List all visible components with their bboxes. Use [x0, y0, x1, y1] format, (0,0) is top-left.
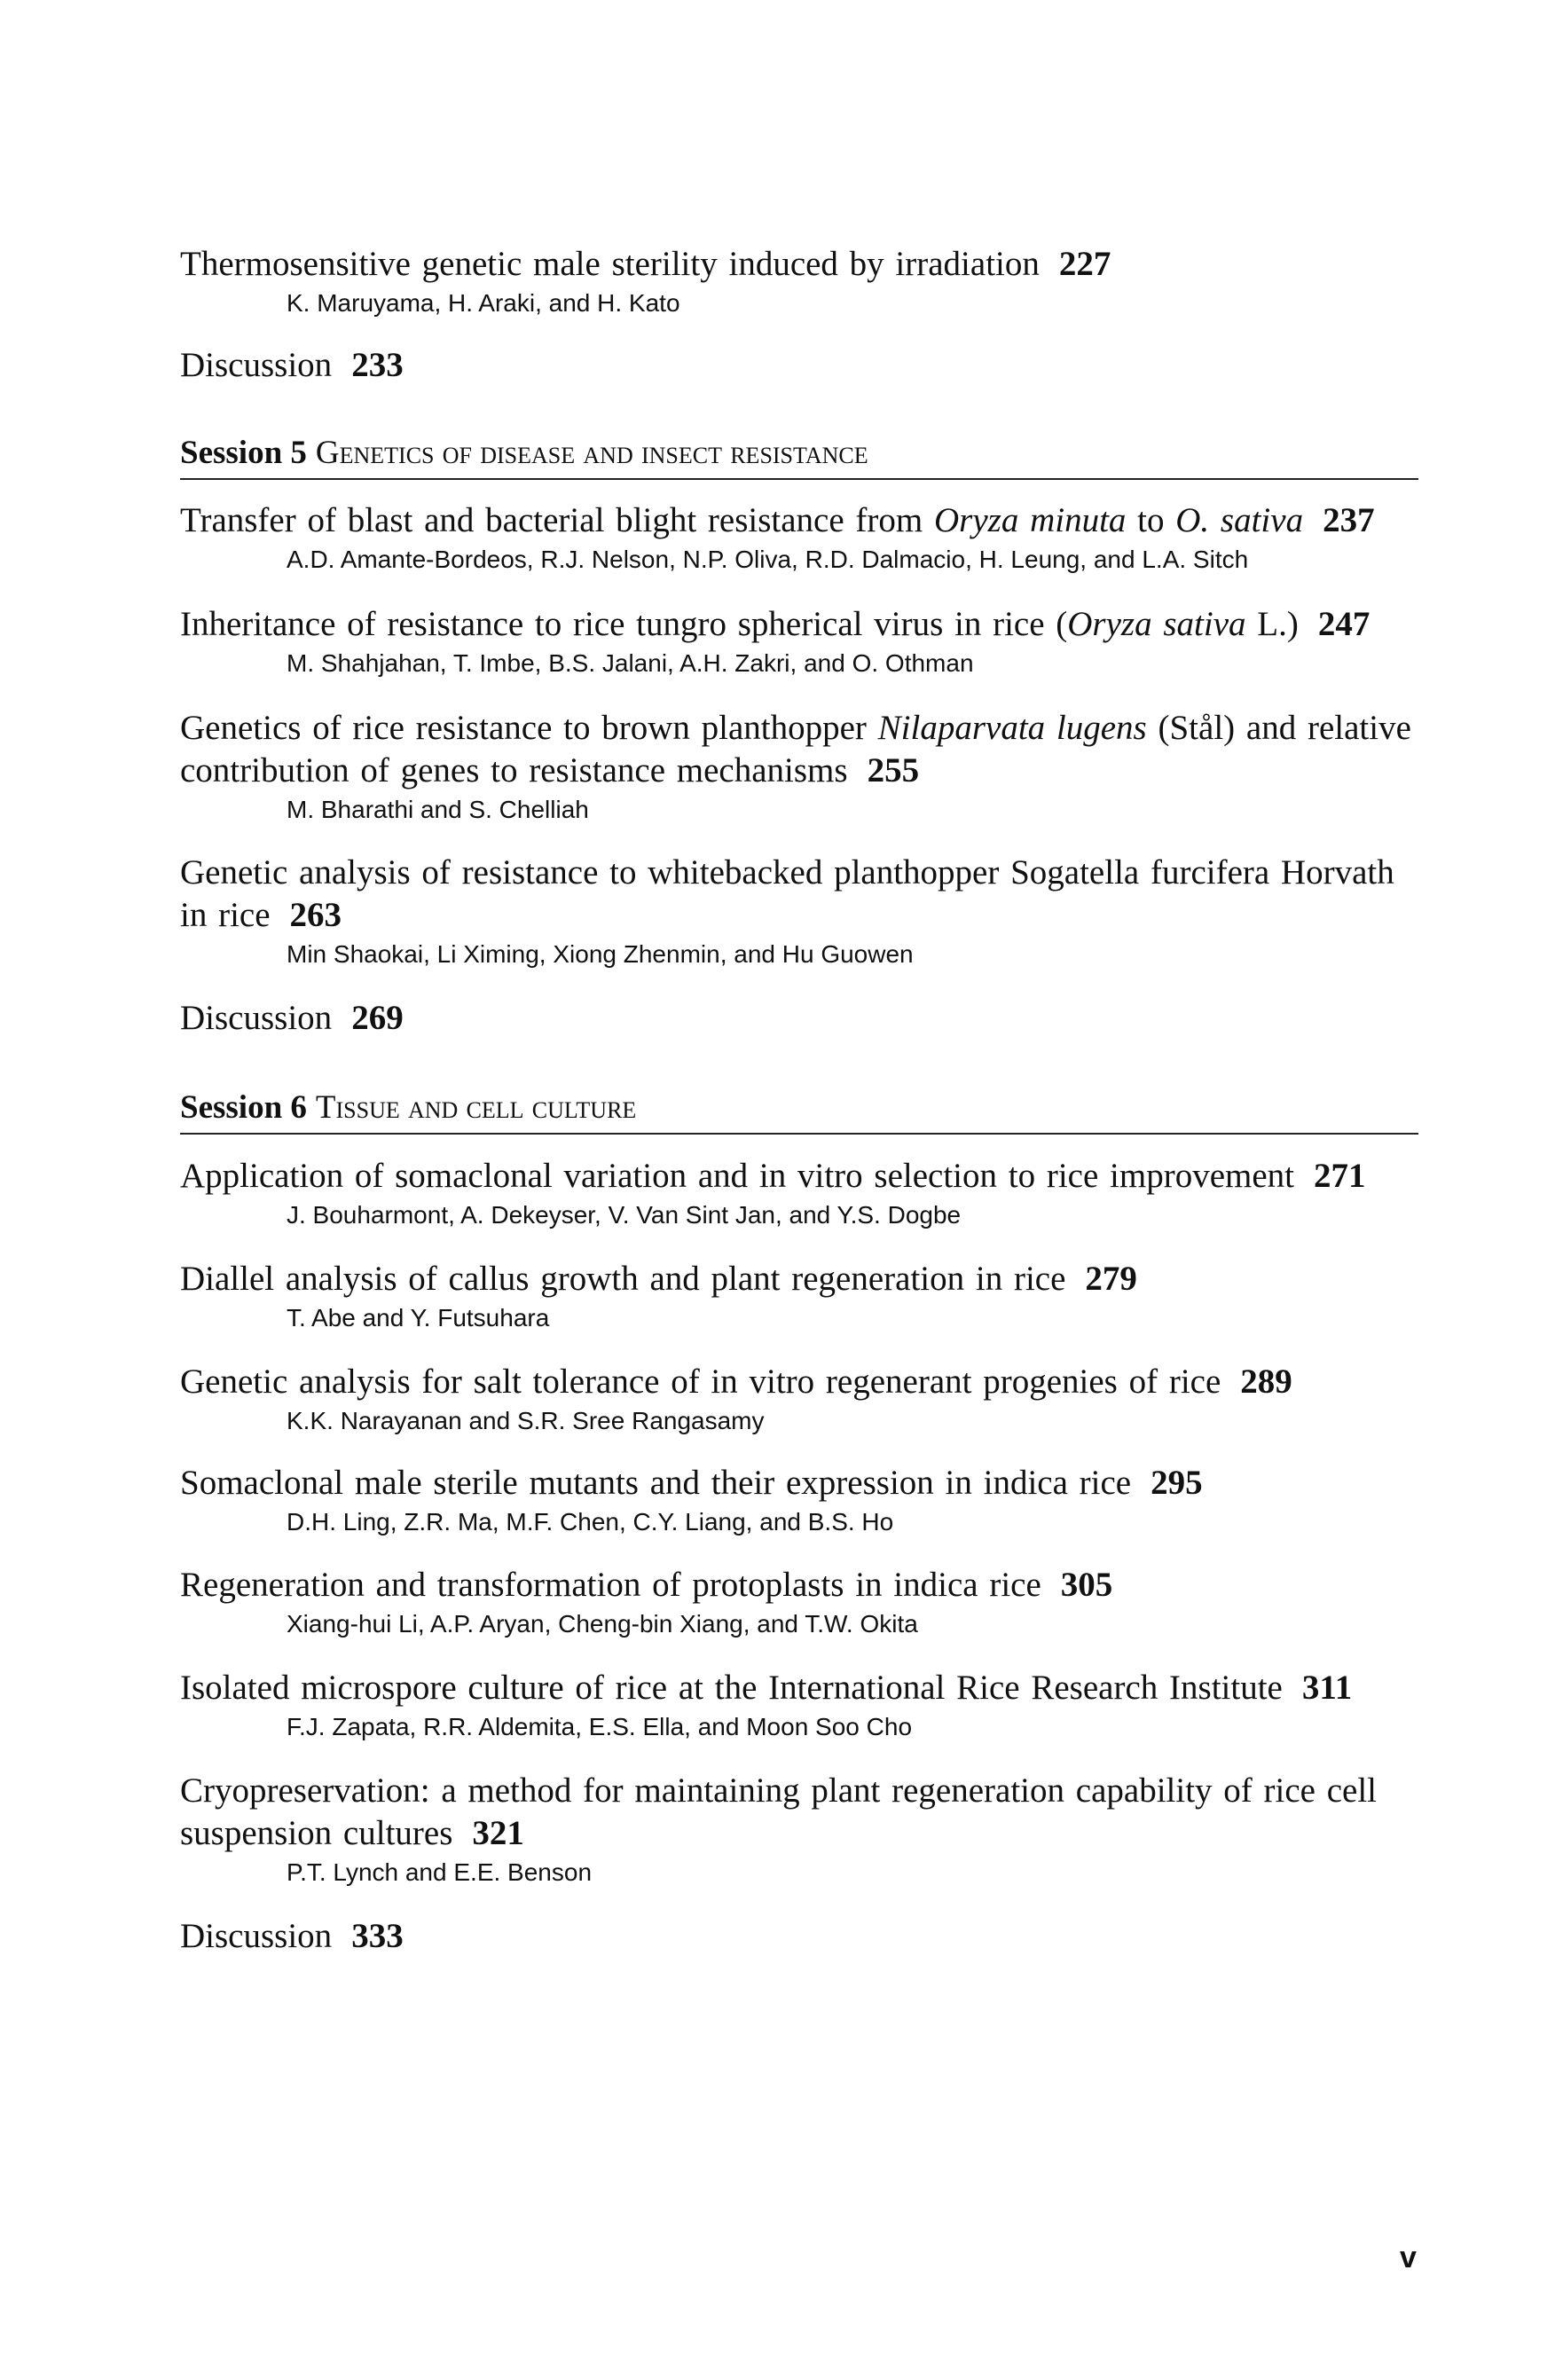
page-number: 271 — [1314, 1157, 1366, 1195]
page-number: 269 — [351, 999, 404, 1037]
entry-authors: P.T. Lynch and E.E. Benson — [287, 1858, 593, 1886]
entry-authors: A.D. Amante-Bordeos, R.J. Nelson, N.P. Oliva, R.D. Dalmacio, H. Leung, and L.A. Sitch — [287, 546, 1249, 573]
entry-title: Diallel analysis of callus growth and plant regeneration in rice 279 — [180, 1260, 1137, 1298]
session-label: Session 6 — [180, 1089, 307, 1126]
toc-entry — [180, 707, 1422, 826]
entry-title: Inheritance of resistance to rice tungro spherical virus in rice (Oryza sativa L.) 247 — [180, 605, 1370, 643]
toc-entry — [180, 603, 1422, 679]
page-number: 305 — [1060, 1566, 1113, 1604]
entry-title: Genetic analysis of resistance to whitebacked planthopper Sogatella furcifera Horvath in rice 263 — [180, 853, 1394, 934]
toc-entry-discussion — [180, 344, 1422, 387]
entry-title: Discussion 269 — [180, 999, 404, 1037]
page-number: 311 — [1301, 1669, 1353, 1707]
entry-authors: M. Shahjahan, T. Imbe, B.S. Jalani, A.H. Zakri, and O. Othman — [287, 649, 974, 677]
entry-title: Thermosensitive genetic male sterility induced by irradiation 227 — [180, 245, 1111, 283]
page-number: 279 — [1085, 1260, 1137, 1298]
toc-entry — [180, 852, 1422, 970]
page-number: 255 — [867, 751, 920, 789]
toc-entry-discussion — [180, 1915, 1422, 1958]
toc-entry — [180, 1770, 1422, 1889]
toc-entry — [180, 1667, 1422, 1743]
entry-authors: D.H. Ling, Z.R. Ma, M.F. Chen, C.Y. Liang, and B.S. Ho — [287, 1508, 894, 1536]
entry-title: Discussion 333 — [180, 1917, 404, 1955]
entry-title: Regeneration and transformation of protoplasts in indica rice 305 — [180, 1566, 1113, 1604]
toc-entry — [180, 499, 1422, 576]
page-number: 227 — [1058, 245, 1111, 283]
toc-entry — [180, 1155, 1422, 1231]
session-heading — [180, 1088, 1418, 1128]
page-number: 233 — [351, 346, 404, 384]
session-title: Tissue and cell culture — [315, 1089, 637, 1126]
entry-title: Discussion 233 — [180, 346, 404, 384]
toc-entry — [180, 1258, 1422, 1334]
session-heading — [180, 433, 1418, 474]
entry-title: Cryopreservation: a method for maintaining plant regeneration capability of rice cell suspension cultures 321 — [180, 1771, 1378, 1852]
entry-authors: Xiang-hui Li, A.P. Aryan, Cheng-bin Xiang, and T.W. Okita — [287, 1610, 918, 1638]
session-title: Genetics of disease and insect resistance — [315, 435, 868, 471]
page-folio: v — [1400, 2241, 1417, 2274]
session-rule — [180, 1133, 1418, 1135]
entry-authors: T. Abe and Y. Futsuhara — [287, 1304, 550, 1331]
page-number: 321 — [472, 1814, 524, 1852]
page-number: 263 — [289, 896, 342, 934]
page-number: 247 — [1317, 605, 1370, 643]
entry-title: Somaclonal male sterile mutants and their expression in indica rice 295 — [180, 1464, 1203, 1502]
page-number: 237 — [1323, 501, 1375, 539]
page-number: 295 — [1151, 1464, 1203, 1502]
entry-authors: J. Bouharmont, A. Dekeyser, V. Van Sint Jan, and Y.S. Dogbe — [287, 1201, 962, 1229]
entry-title: Genetics of rice resistance to brown planthopper Nilaparvata lugens (Stål) and relative contribution of genes to resistance mechanisms 255 — [180, 709, 1411, 789]
session-label: Session 5 — [180, 435, 307, 471]
entry-authors: F.J. Zapata, R.R. Aldemita, E.S. Ella, and Moon Soo Cho — [287, 1713, 913, 1740]
entry-title: Transfer of blast and bacterial blight resistance from Oryza minuta to O. sativa 237 — [180, 501, 1375, 539]
toc-entry — [180, 243, 1422, 319]
page-number: 333 — [351, 1917, 404, 1955]
toc-entry — [180, 1564, 1422, 1640]
entry-title: Isolated microspore culture of rice at the International Rice Research Institute 311 — [180, 1669, 1353, 1707]
toc-entry — [180, 1361, 1422, 1437]
entry-authors: K. Maruyama, H. Araki, and H. Kato — [287, 289, 680, 317]
entry-title: Application of somaclonal variation and in vitro selection to rice improvement 271 — [180, 1157, 1366, 1195]
toc-entry — [180, 1462, 1422, 1538]
page-number: 289 — [1240, 1363, 1292, 1401]
toc-entry-discussion — [180, 997, 1422, 1040]
entry-authors: M. Bharathi and S. Chelliah — [287, 796, 589, 823]
entry-authors: Min Shaokai, Li Ximing, Xiong Zhenmin, and Hu Guowen — [287, 940, 914, 968]
session-rule — [180, 478, 1418, 480]
entry-authors: K.K. Narayanan and S.R. Sree Rangasamy — [287, 1407, 765, 1434]
entry-title: Genetic analysis for salt tolerance of in vitro regenerant progenies of rice 289 — [180, 1363, 1292, 1401]
